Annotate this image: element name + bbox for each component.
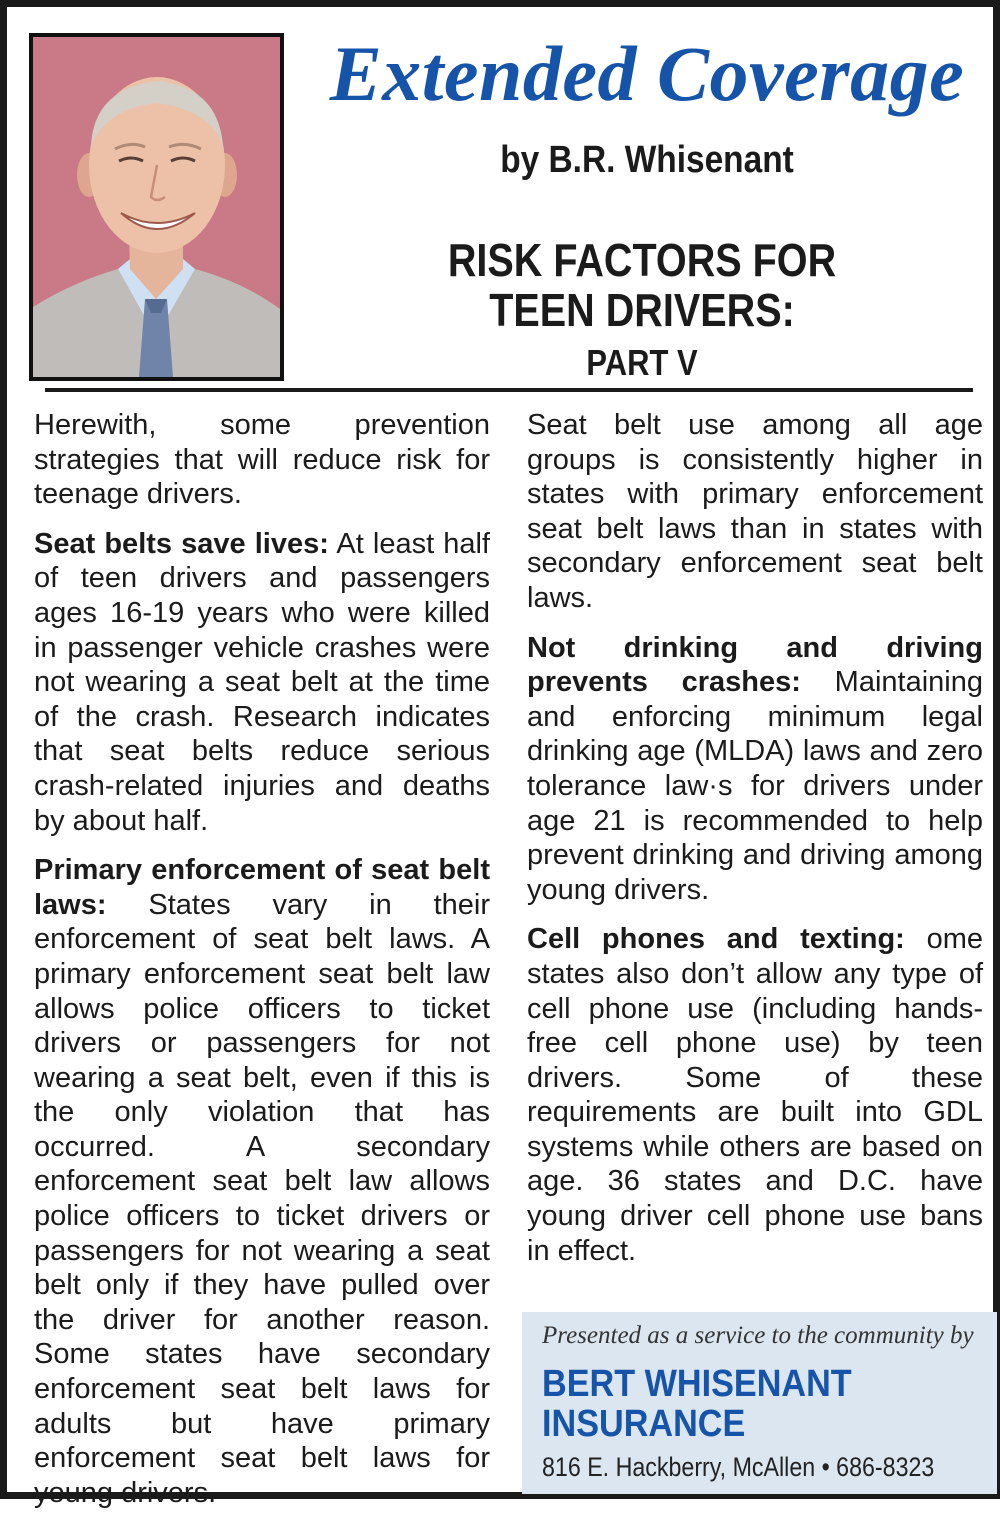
column-title: Extended Coverage <box>329 30 965 117</box>
drinking-paragraph <box>527 631 983 908</box>
primary-enforcement-heading: Primary enforcement of seat belt laws: <box>34 854 490 921</box>
sponsor-name-line-1: BERT WHISENANT <box>542 1363 852 1405</box>
cell-phones-paragraph <box>527 922 983 1268</box>
sponsor-box <box>522 1312 997 1494</box>
article-headline <box>345 235 938 385</box>
cell-phones-heading: Cell phones and texting: <box>527 923 905 956</box>
author-byline: by B.R. Whisenant <box>500 139 794 181</box>
headline-part: PART V <box>586 342 698 383</box>
drinking-heading: Not drinking and driving prevents crashes: <box>527 631 983 699</box>
seatbelts-body: At least half of teen drivers and passengers ages 16-19 years who were killed in passenger vehicle crashes were not wearing a seat belt at the time of the crash. Research indicates that seat belts reduce serious crash-related injuries and deaths by about half. <box>34 527 490 837</box>
seatbelt-use-paragraph: Seat belt use among all age groups is consistently higher in states with primary enforcement seat belt laws than in states with secondary enforcement seat belt laws. <box>527 409 983 614</box>
author-portrait-photo <box>33 37 280 377</box>
sponsor-presented-text: Presented as a service to the community by <box>542 1322 974 1349</box>
author-photo <box>29 33 284 381</box>
sponsor-address: 816 E. Hackberry, McAllen • 686-8323 <box>542 1452 935 1482</box>
headline-line-2: TEEN DRIVERS: <box>489 284 795 336</box>
primary-enforcement-paragraph <box>34 853 490 1510</box>
right-column <box>527 408 983 1283</box>
seatbelts-heading: Seat belts save lives: <box>34 527 329 560</box>
primary-enforcement-body: States vary in their enforcement of seat belt laws. A primary enforcement seat belt law allows police officers to ticket drivers or passengers for not wearing a seat belt, even if this is the only violation that has occurred. A secondary enforcement seat belt law allows police officers to ticket drivers or passengers for not wearing a seat belt only if they have pulled over the driver for another reason. Some states have secondary enforcement seat belt laws for adults but have primary enforcement seat belt laws for young drivers. <box>34 888 490 1509</box>
headline-line-1: RISK FACTORS FOR <box>447 234 837 286</box>
intro-paragraph: Herewith, some prevention strategies that will reduce risk for teenage drivers. <box>34 409 490 511</box>
drinking-body: Maintaining and enforcing minimum legal drinking age (MLDA) laws and zero tolerance law·s for drivers under age 21 is recommended to help prevent drinking and driving among young drivers. <box>527 666 983 906</box>
left-column <box>34 408 490 1525</box>
seatbelts-paragraph <box>34 527 490 838</box>
header-divider <box>45 388 973 392</box>
sponsor-name <box>542 1364 939 1444</box>
cell-phones-body: ome states also don’t allow any type of cell phone use (including hands-free cell phone use) by teen drivers. Some of these requirements are built into GDL systems while others are based on age. 36 states and D.C. have young driver cell phone use bans in effect. <box>527 923 983 1267</box>
sponsor-name-line-2: INSURANCE <box>542 1403 746 1445</box>
